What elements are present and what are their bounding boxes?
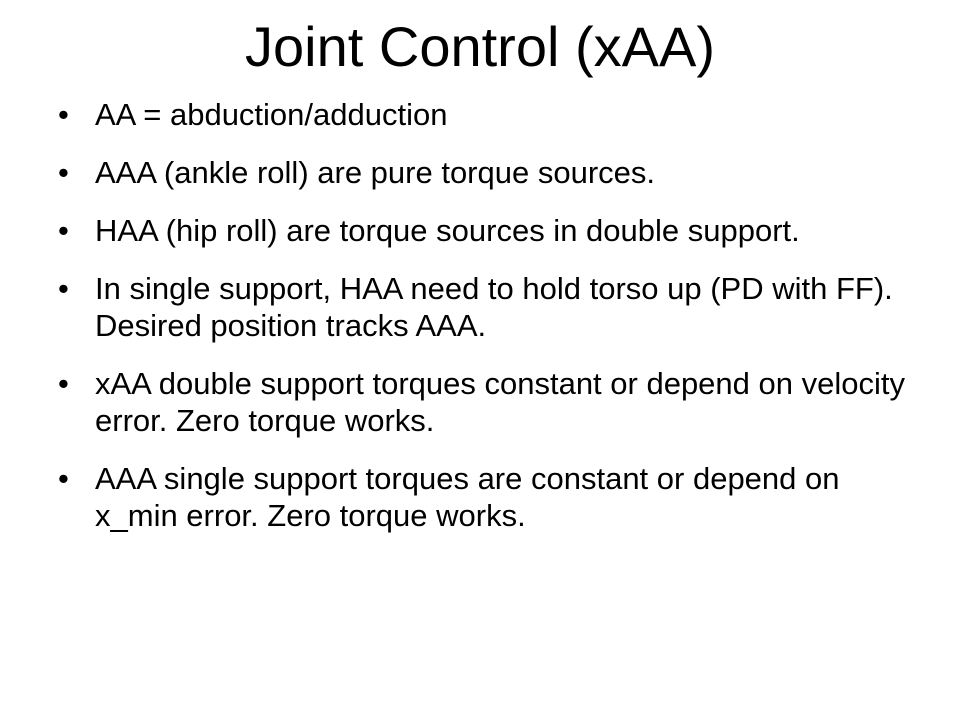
bullet-text: HAA (hip roll) are torque sources in double support. [95, 213, 800, 248]
bullet-item [48, 212, 928, 249]
bullet-text: AAA (ankle roll) are pure torque sources. [95, 155, 655, 190]
bullet-marker-icon: • [58, 366, 69, 401]
bullet-text: AA = abduction/adduction [95, 97, 448, 132]
bullet-item [48, 96, 928, 133]
bullet-list [48, 96, 928, 555]
bullet-item [48, 460, 928, 534]
slide-title: Joint Control (xAA) [245, 15, 715, 78]
bullet-item [48, 270, 928, 344]
bullet-text: xAA double support torques constant or depend on velocity error. Zero torque works. [95, 366, 905, 438]
bullet-text: AAA single support torques are constant or depend on x_min error. Zero torque works. [95, 461, 840, 533]
bullet-marker-icon: • [58, 97, 69, 132]
bullet-marker-icon: • [58, 155, 69, 190]
bullet-marker-icon: • [58, 271, 69, 306]
bullet-item [48, 154, 928, 191]
bullet-item [48, 365, 928, 439]
bullet-marker-icon: • [58, 461, 69, 496]
bullet-marker-icon: • [58, 213, 69, 248]
bullet-text: In single support, HAA need to hold torso up (PD with FF). Desired position tracks AAA. [95, 271, 893, 343]
